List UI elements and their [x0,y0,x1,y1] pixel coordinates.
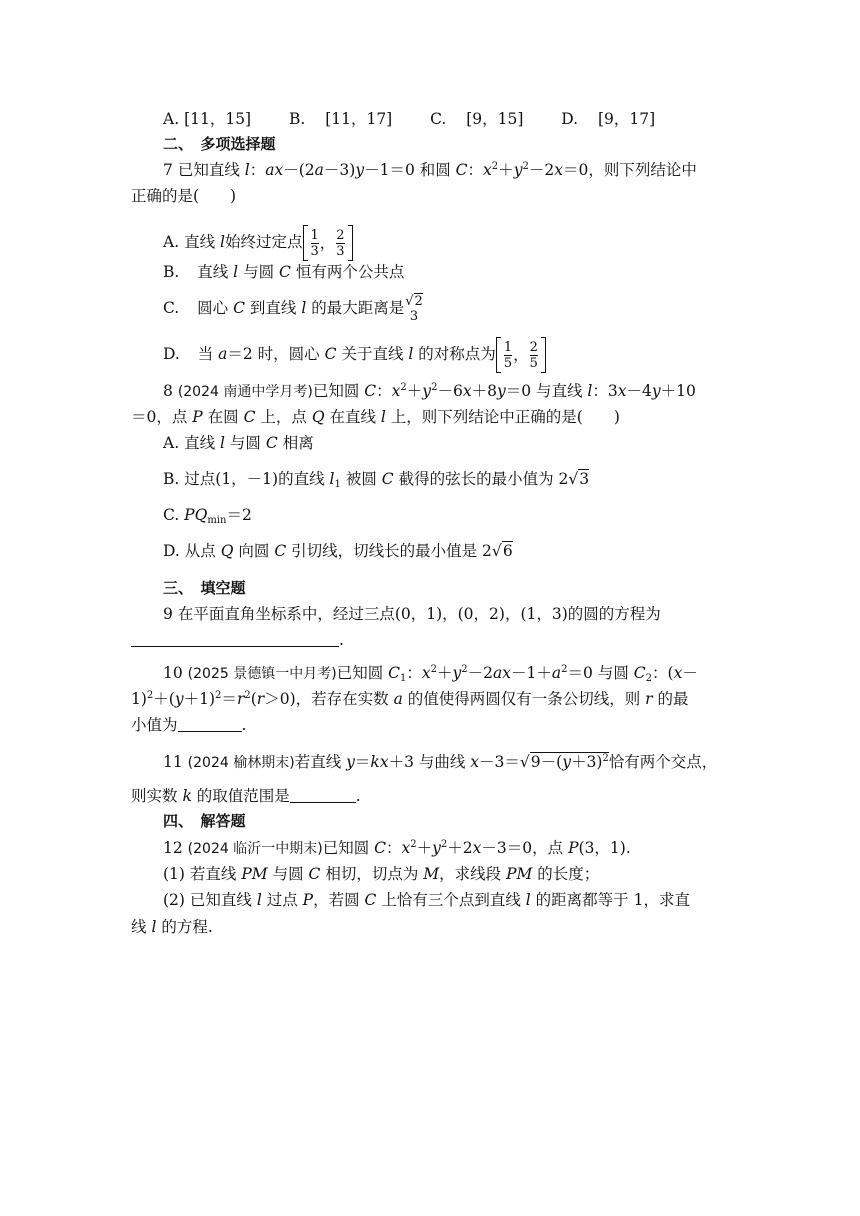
q6-option-c-key: C. [430,110,447,128]
option-text: 引切线，切线长的最小值是 2 [291,542,492,560]
var-r: r [236,690,245,708]
denominator: 5 [503,355,513,371]
answer-blank[interactable] [131,646,339,647]
var-M: M [423,865,440,883]
var-l: l [220,233,225,251]
q10-text: －2 [467,664,494,682]
var-C: C [455,161,468,179]
q12-text: 过点 [261,891,303,909]
radicand-part: ＋3) [570,753,603,771]
q10-text: ＋( [153,690,175,708]
exponent: 2 [491,161,499,172]
q12-text: 线 [131,918,152,936]
q10-text: ＋1) [183,690,216,708]
plus: ＋ [437,664,453,682]
q10-source: (2025 景德镇一中月考) [187,666,337,682]
option-key: A. [163,434,180,452]
var-k: k [182,787,192,805]
option-text: 从点 [184,542,216,560]
var-PQ: PQ [184,506,208,524]
q12-text: ，若圆 [313,891,365,909]
var-C: C [279,263,291,281]
section-heading-problems: 四、 解答题 [163,812,246,830]
q8-text: 在圆 [202,408,244,426]
q8-text: ：3 [592,382,618,400]
exponent: 2 [244,690,251,701]
var-x: x [391,382,401,400]
var-C: C [243,408,256,426]
q7-option-d [163,335,546,373]
option-text: 与圆 [229,434,261,452]
q12-text: 上恰有三个点到直线 [376,891,526,909]
exponent: 2 [430,664,438,675]
exponent: 2 [461,664,468,675]
q10-stem-line3 [131,715,246,735]
q11-source: (2024 榆林期末) [187,755,295,771]
var-C: C [274,542,287,560]
q10-text: 的最 [652,690,689,708]
var-ax: ax [493,664,512,682]
q10-text: －1＋ [511,664,552,682]
subscript: 2 [645,673,652,684]
q12-part2-line2 [131,917,213,937]
sqrt-sign-icon: √ [568,470,579,488]
q12-text: 若直线 [189,865,242,883]
option-text: 相离 [282,434,314,452]
numerator: 1 [503,339,513,355]
option-text: ＝2 [226,506,252,524]
option-text: 过点(1，－1)的直线 [184,470,325,488]
q10-text: 已知圆 [336,664,389,682]
q6-option-d-value: [9，17] [597,110,656,128]
subscript: min [207,515,227,526]
var-C: C [308,865,321,883]
q10-text: ：( [652,664,674,682]
q7-text: ： [467,161,484,179]
var-y: y [346,753,355,771]
q9-text: 在平面直角坐标系中，经过三点(0，1)，(0，2)，(1，3)的圆的方程为 [177,605,661,623]
answer-blank[interactable] [290,802,356,803]
q6-option-b-key: B. [288,110,306,128]
q12-text: 与圆 [267,865,309,883]
period: . [339,631,344,649]
q12-text: －3＝0，点 [481,839,569,857]
section-heading-multiple-choice: 二、 多项选择题 [163,135,276,153]
var-l: l [380,408,386,426]
denominator: 3 [409,309,419,324]
option-key: A. [163,233,180,251]
period: . [241,716,247,734]
option-text: 的最大距离是 [311,299,405,317]
var-a: a [393,690,403,708]
var-C: C [633,664,646,682]
var-y: y [651,382,661,400]
denominator: 3 [310,243,319,259]
q11-text: 若直线 [294,753,347,771]
q10-number: 10 [163,664,183,682]
var-l: l [220,434,225,452]
q7-text: －3) [323,161,356,179]
q12-text: 相切，切点为 [320,865,424,883]
var-y: y [513,161,523,179]
q8-source: (2024 南通中学月考) [177,384,313,400]
var-x: x [617,382,627,400]
q7-stem-line2: 正确的是( ) [131,187,237,205]
q9-stem-line2 [131,630,344,650]
var-x: x [401,839,411,857]
subscript: 1 [334,479,341,490]
q11-text: 恰有两个交点， [608,753,718,771]
option-text: 关于直线 [341,345,404,363]
exponent: 2 [215,690,222,701]
q12-number: 12 [163,839,183,857]
distance-fraction: √2 3 [405,294,423,324]
var-x: x [462,382,472,400]
comma: ， [319,234,336,252]
q12-text: ，求线段 [439,865,507,883]
q7-text: ＝0，则下列结论中 [562,161,697,179]
part-key: (1) [163,865,185,883]
var-l: l [151,918,157,936]
option-text: ＝2 时，圆心 [227,345,320,363]
subscript: 1 [400,673,407,684]
option-text: 直线 [197,263,229,281]
q11-stem-line2 [131,786,361,806]
var-C: C [265,434,278,452]
option-key: C. [163,299,180,317]
exponent: 2 [410,839,417,850]
point-fraction [496,336,546,374]
option-text: 被圆 [345,470,377,488]
q7-option-b [163,262,404,282]
q8-text: ＋8 [471,382,497,400]
var-y: y [174,690,184,708]
q12-text: 的方程. [156,918,213,936]
var-C: C [388,664,400,682]
q10-text: ＞0)，若存在实数 [264,690,394,708]
q10-text: ＝0 与圆 [567,664,634,682]
exponent: 2 [431,382,438,393]
q9-stem-line1 [163,604,661,624]
var-C: C [374,839,386,857]
option-text: 向圆 [238,542,270,560]
q11-text: 的取值范围是 [191,787,290,805]
option-text: 圆心 [197,299,229,317]
q12-text: 的距离都等于 1，求直 [530,891,690,909]
q12-text: 的长度； [532,865,600,883]
q11-text: －3＝ [479,753,520,771]
q12-text: 已知圆 [322,839,375,857]
option-key: D. [163,345,180,363]
q8-text: 已知圆 [312,382,365,400]
q8-stem-line2 [131,407,620,427]
q7-text: ＋ [498,161,514,179]
q12-text: (3，1). [578,839,631,857]
sqrt-sign-icon: √ [519,753,530,771]
var-Q: Q [220,542,234,560]
option-text: 到直线 [249,299,297,317]
exponent: 2 [146,690,154,701]
var-l: l [301,299,307,317]
plus: ＋ [406,382,423,400]
q12-stem [163,838,631,859]
colon: ： [406,664,422,682]
q8-text: －6 [437,382,463,400]
point-fraction [303,224,353,262]
option-text: 直线 [184,233,216,251]
var-x: x [483,161,492,179]
option-text: 截得的弦长的最小值为 2 [398,470,569,488]
q11-stem-line1 [163,752,717,773]
q7-option-c [163,288,424,328]
var-k: k [370,753,380,771]
var-Q: Q [311,408,325,426]
exponent: 2 [440,839,448,850]
option-text: 恒有两个公共点 [295,263,405,281]
option-text: 当 [197,345,214,363]
var-ax: ax [265,161,284,179]
denominator: 3 [336,243,345,259]
radicand-part: 9－( [530,753,563,771]
q8-option-b [163,469,589,489]
var-a: a [218,345,228,363]
q7-text: ： [249,161,266,179]
q6-option-d-key: D. [561,110,579,128]
q6-options [163,109,655,129]
option-text: 始终过定点 [224,233,303,251]
q10-text: ( [250,690,257,708]
exponent: 2 [400,382,407,393]
q12-text: ＋2 [447,839,473,857]
q8-text: ＋10 [660,382,696,400]
var-y: y [355,161,365,179]
var-x: x [673,664,683,682]
var-y: y [432,839,441,857]
var-PM: PM [241,865,268,883]
var-C: C [233,299,245,317]
q9-number: 9 [163,605,173,623]
exponent: 2 [602,753,609,764]
var-l: l [408,345,414,363]
radicand [530,752,609,771]
period: . [355,787,361,805]
q12-part2-line1 [163,890,690,910]
q12-source: (2024 临沂一中期末) [187,841,323,857]
q10-stem-line1 [163,663,698,684]
option-text: 的对称点为 [418,345,496,363]
var-P: P [192,408,203,426]
section-heading-fill-in: 三、 填空题 [163,579,246,597]
q10-text: ＝ [221,690,237,708]
colon: ： [386,839,402,857]
option-key: D. [163,542,180,560]
q12-part1 [163,864,599,884]
radicand: 6 [502,542,513,560]
q6-option-a-key: A. [163,110,180,128]
part-key: (2) [163,891,185,909]
var-PM: PM [506,865,533,883]
sqrt-sign-icon: √ [491,542,502,560]
q7-text: －2 [528,161,555,179]
q10-text: 1) [131,690,147,708]
q6-option-c-value: [9，15] [466,110,524,128]
var-l: l [329,470,335,488]
q7-number: 7 [163,161,173,179]
numerator: 2 [336,227,345,243]
var-P: P [302,891,314,909]
radicand: 2 [414,294,423,309]
q8-stem-line1 [163,381,696,402]
option-key: B. [163,470,180,488]
option-key: B. [163,263,180,281]
var-C: C [324,345,337,363]
q8-text: 上，点 [255,408,312,426]
q11-text: 则实数 [131,787,183,805]
q8-text: ＝0，点 [131,408,193,426]
var-l: l [587,382,593,400]
q7-stem-line1 [163,160,697,180]
var-y: y [422,382,432,400]
var-C: C [364,891,377,909]
radicand: 3 [579,470,590,488]
answer-blank[interactable] [178,731,242,732]
var-C: C [364,382,377,400]
q11-number: 11 [163,753,183,771]
var-y: y [452,664,462,682]
q8-option-c [163,505,252,525]
var-l: l [233,263,239,281]
plus: ＋ [416,839,433,857]
var-x: x [379,753,389,771]
q7-option-a [163,223,353,261]
q7-text: －1＝0 和圆 [364,161,456,179]
var-y: y [496,382,506,400]
var-a: a [314,161,324,179]
var-l: l [256,891,262,909]
numerator: 1 [310,227,319,243]
exponent: 2 [561,664,568,675]
q10-stem-line2 [131,689,689,709]
q6-option-b-value: [11，17] [325,110,393,128]
var-x: x [421,664,431,682]
var-l: l [525,891,531,909]
var-C: C [381,470,394,488]
q10-text: 的值使得两圆仅有一条公切线，则 [402,690,646,708]
option-key: C. [163,506,180,524]
var-x: x [554,161,563,179]
option-text: 与圆 [243,263,275,281]
q10-text: － [682,664,698,682]
option-text: 直线 [184,434,216,452]
q7-text: 已知直线 [177,161,245,179]
q8-text: ＝0 与直线 [505,382,588,400]
q12-text: 已知直线 [189,891,257,909]
q8-number: 8 [163,382,173,400]
q10-text: 小值为 [131,716,178,734]
q11-text: ＝ [354,753,371,771]
q6-option-a-value: [11，15] [184,110,252,128]
var-x: x [470,753,480,771]
q8-option-d [163,541,513,561]
q8-text: －4 [626,382,652,400]
exponent: 2 [522,161,529,172]
var-x: x [472,839,482,857]
colon: ： [376,382,392,400]
var-y: y [562,753,571,771]
q8-text: 在直线 [324,408,381,426]
var-r: r [645,690,653,708]
var-r: r [256,690,265,708]
var-P: P [568,839,579,857]
var-a: a [551,664,562,682]
q8-option-a [163,433,314,453]
q7-text: －(2 [283,161,315,179]
denominator: 5 [529,355,538,371]
q11-text: ＋3 与曲线 [388,753,471,771]
comma: ， [513,346,529,364]
q8-text: 上，则下列结论中正确的是( ) [385,408,620,426]
var-l: l [244,161,250,179]
numerator: 2 [529,339,538,355]
